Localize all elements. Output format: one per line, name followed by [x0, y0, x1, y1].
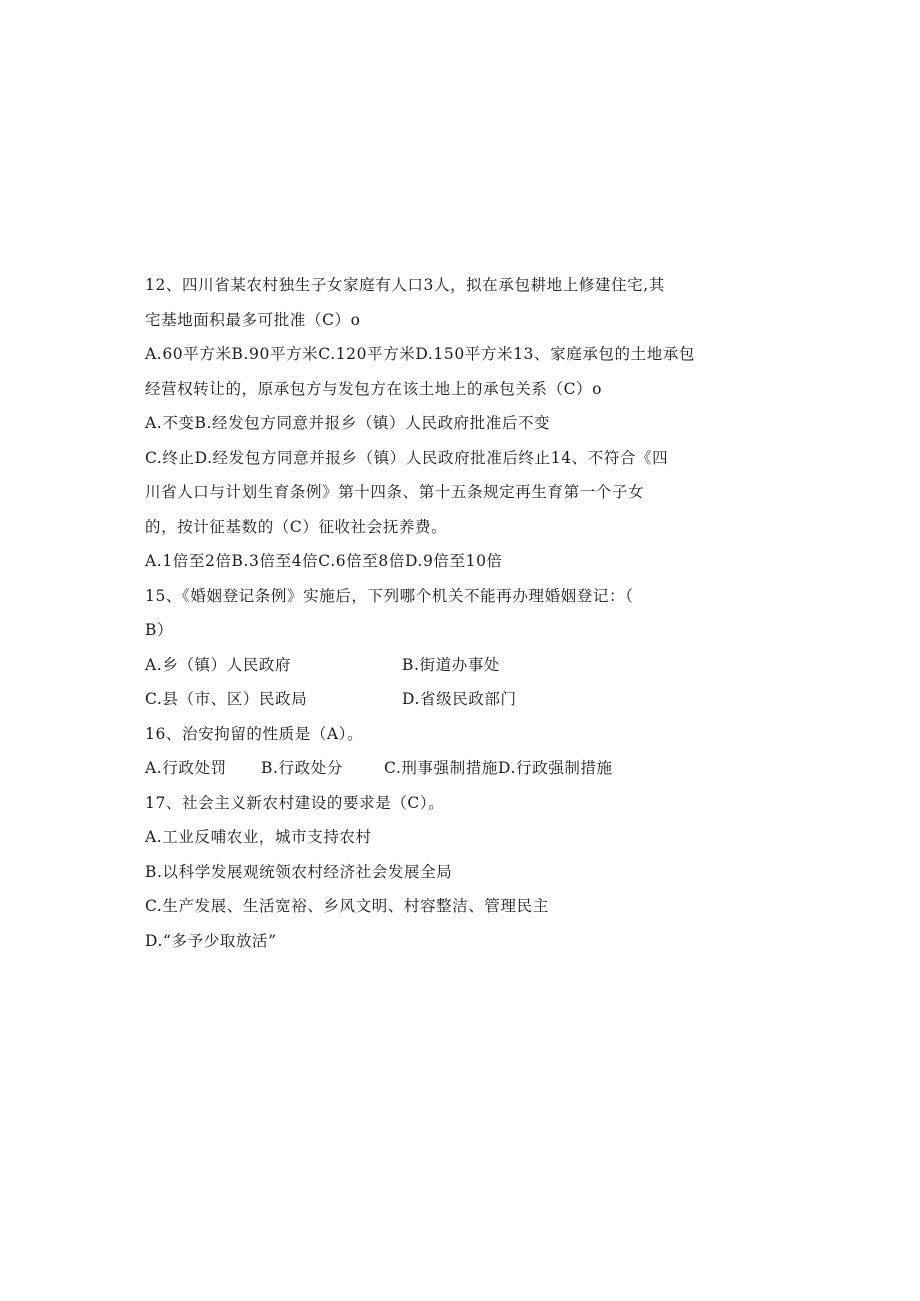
q17-option-a: A.工业反哺农业，城市支持农村	[145, 828, 372, 846]
q14-options: A.1倍至2倍B.3倍至4倍C.6倍至8倍D.9倍至10倍	[145, 552, 503, 570]
q15-option-a: A.乡（镇）人民政府	[145, 655, 292, 674]
q13-options-q14-start: C.终止D.经发包方同意并报乡（镇）人民政府批准后终止14、不符合《四	[145, 448, 669, 467]
q15-option-b: B.街道办事处	[402, 655, 501, 674]
q12-question-line-1: 12、四川省某农村独生子女家庭有人口3人，拟在承包耕地上修建住宅,其	[145, 276, 665, 294]
q17-option-c: C.生产发展、生活宽裕、乡风文明、村容整洁、管理民主	[145, 897, 549, 915]
q16-options	[145, 751, 705, 786]
question-list	[145, 268, 705, 958]
q15-options-row-2	[145, 682, 705, 717]
q15-options-row-1	[145, 648, 705, 683]
q17-option-d: D.“多予少取放活”	[145, 931, 277, 950]
q16-option-b: B.行政处分	[261, 759, 343, 777]
q16-question: 16、治安拘留的性质是（A）。	[145, 724, 364, 743]
q17-question: 17、社会主义新农村建设的要求是（C）。	[145, 793, 445, 812]
q14-question-line-3: 的，按计征基数的（C）征收社会抚养费。	[145, 517, 448, 536]
q16-option-cd: C.刑事强制措施D.行政强制措施	[384, 759, 613, 777]
q12-options-q13-start: A.60平方米B.90平方米C.120平方米D.150平方米13、家庭承包的土地承包	[145, 345, 696, 363]
q12-question-line-2: 宅基地面积最多可批准（C）o	[145, 310, 361, 329]
q15-question-line-2: B）	[145, 621, 174, 639]
q17-option-b: B.以科学发展观统领农村经济社会发展全局	[145, 862, 453, 881]
q15-option-d: D.省级民政部门	[402, 690, 517, 708]
q16-option-a: A.行政处罚	[145, 759, 227, 777]
q14-question-line-2: 川省人口与计划生育条例》第十四条、第十五条规定再生育第一个子女	[145, 483, 645, 501]
q15-option-c: C.县（市、区）民政局	[145, 690, 308, 708]
q13-question-line-2: 经营权转让的，原承包方与发包方在该土地上的承包关系（C）o	[145, 379, 603, 398]
q15-question-line-1: 15、《婚姻登记条例》实施后，下列哪个机关不能再办理婚姻登记：（	[145, 586, 634, 605]
q13-options-line-1: A.不变B.经发包方同意并报乡（镇）人民政府批准后不变	[145, 414, 551, 432]
